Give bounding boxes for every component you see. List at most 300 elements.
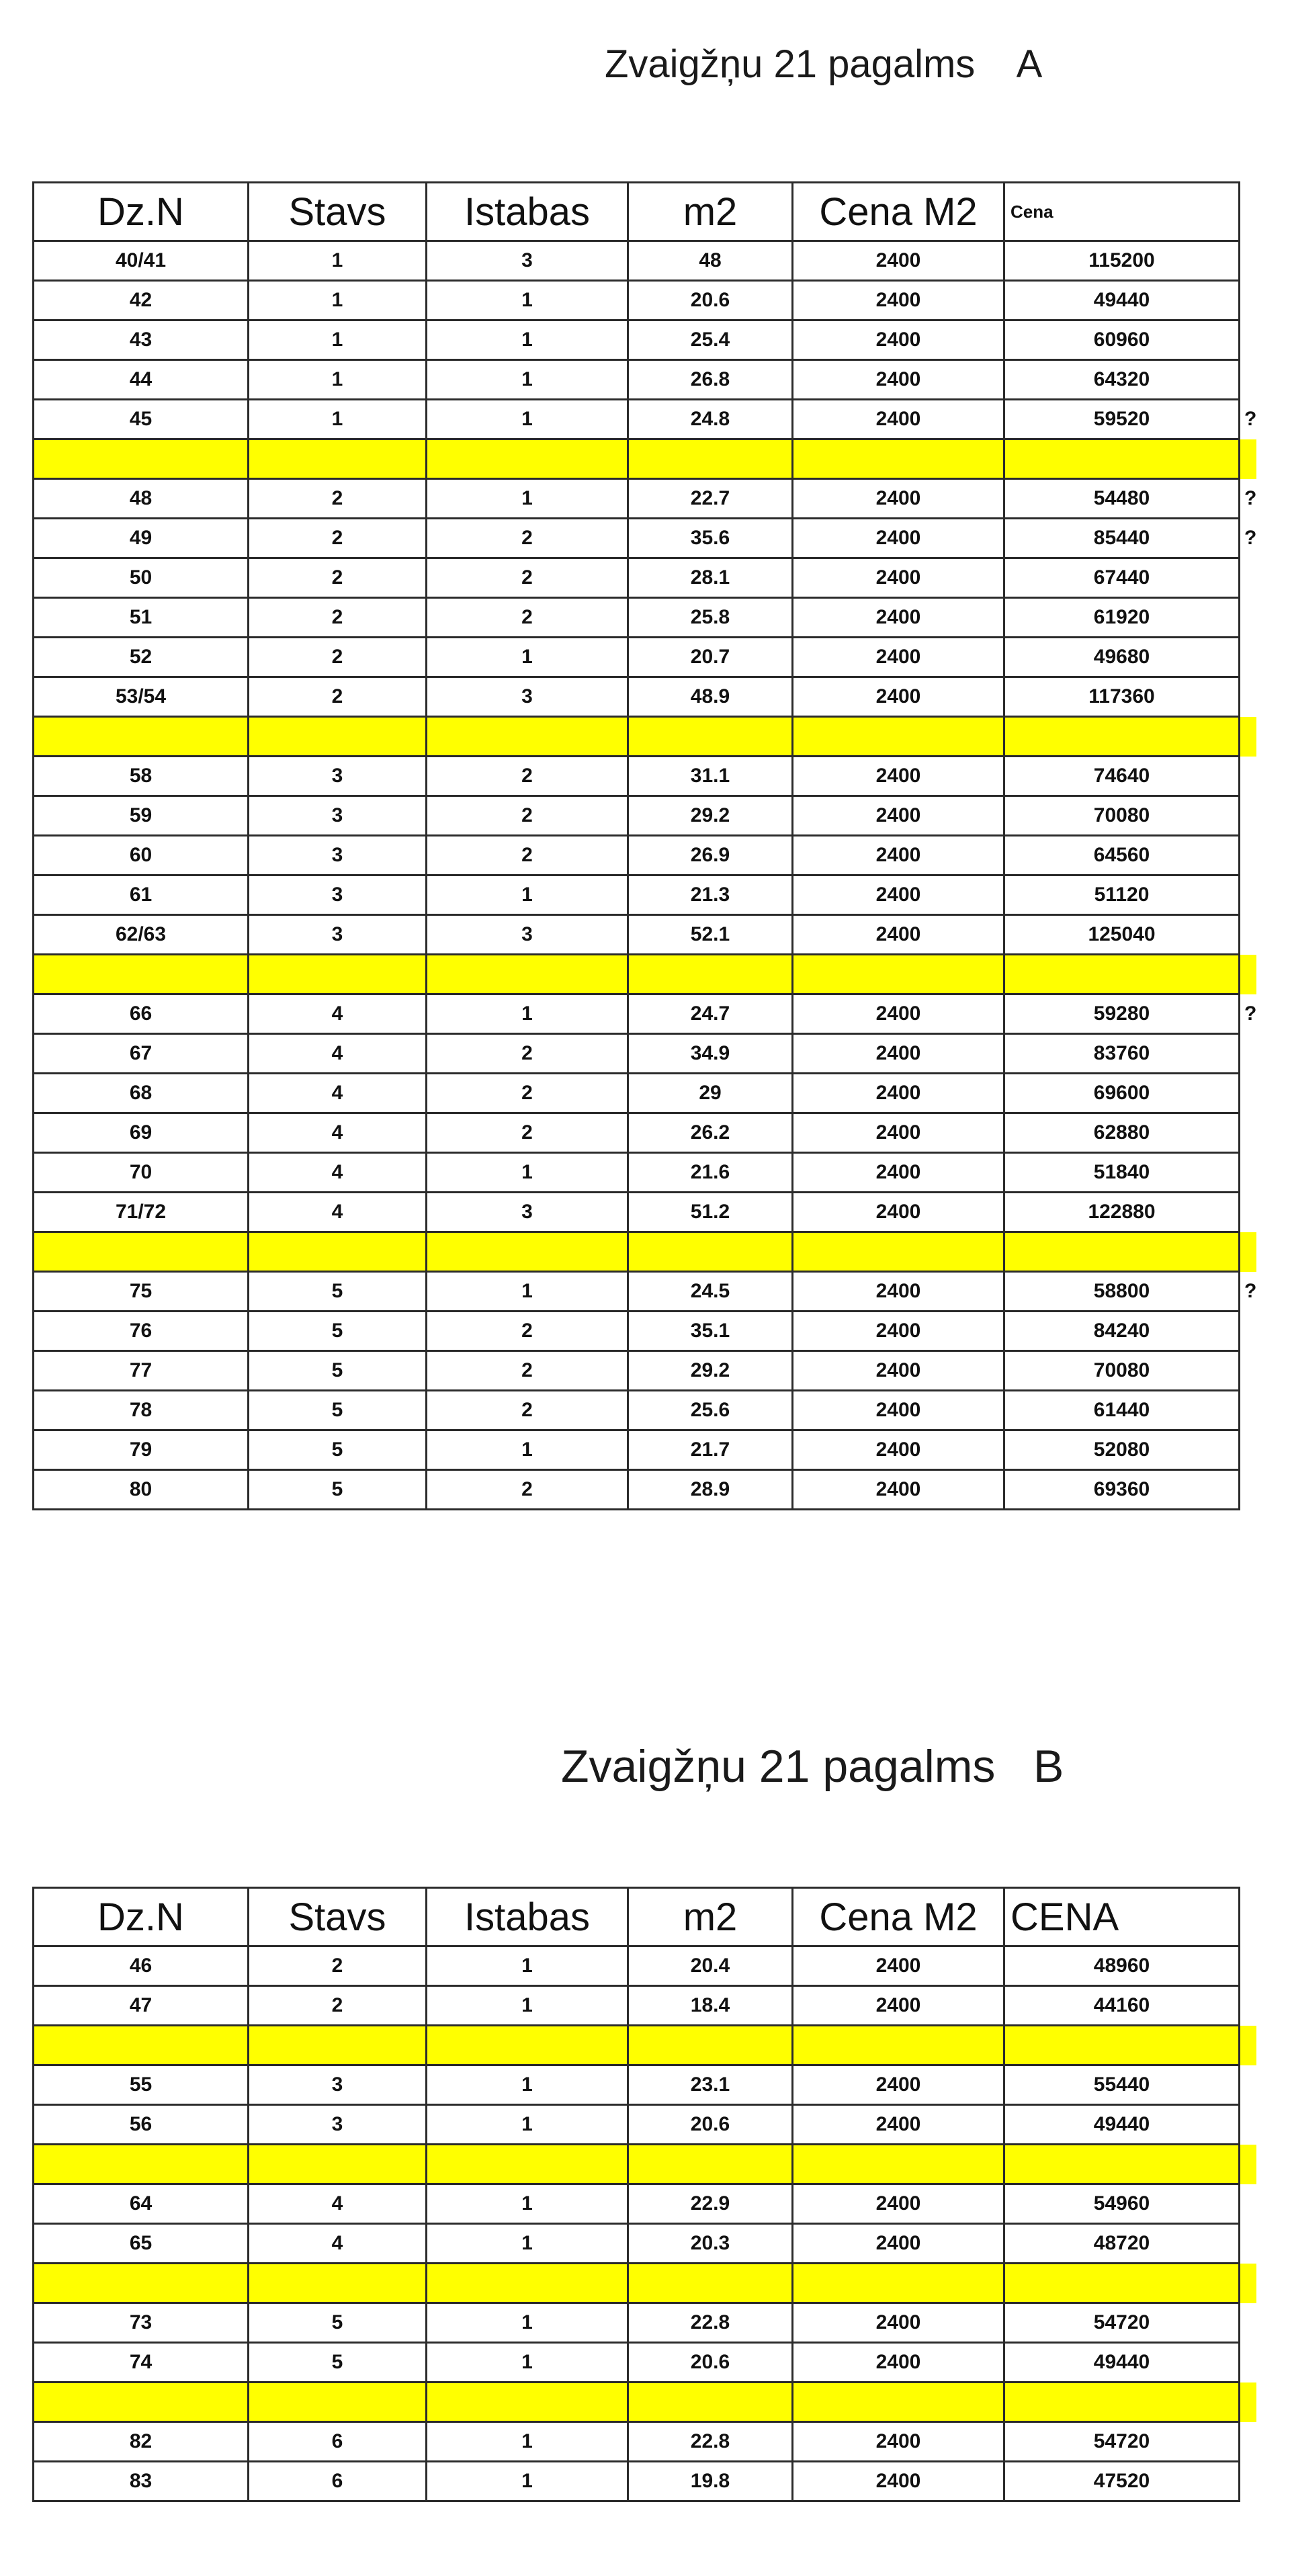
header-apartment-number: Dz.N xyxy=(34,1888,249,1946)
question-mark xyxy=(1240,598,1258,638)
cell-area: 20.3 xyxy=(628,2224,793,2264)
separator-cell xyxy=(427,2382,628,2422)
separator-cell xyxy=(1004,2382,1240,2422)
cell-area: 24.5 xyxy=(628,1272,793,1312)
cell-price-per-m2: 2400 xyxy=(793,241,1004,281)
question-mark xyxy=(1240,1113,1258,1153)
table-row xyxy=(34,598,1258,638)
cell-area: 23.1 xyxy=(628,2065,793,2105)
cell-area: 34.9 xyxy=(628,1034,793,1074)
header-spacer xyxy=(1240,1888,1258,1946)
cell-apartment-number: 61 xyxy=(34,875,249,915)
cell-rooms: 1 xyxy=(427,1153,628,1193)
cell-rooms: 1 xyxy=(427,638,628,677)
cell-total-price: 61920 xyxy=(1004,598,1240,638)
cell-price-per-m2: 2400 xyxy=(793,1470,1004,1510)
section-b-table xyxy=(32,1887,1258,2502)
cell-rooms: 1 xyxy=(427,2065,628,2105)
cell-apartment-number: 48 xyxy=(34,479,249,519)
cell-floor: 4 xyxy=(249,2184,427,2224)
separator-row xyxy=(34,1232,1258,1272)
question-mark xyxy=(1240,1391,1258,1430)
cell-rooms: 3 xyxy=(427,1193,628,1232)
cell-apartment-number: 43 xyxy=(34,320,249,360)
separator-cell xyxy=(427,2264,628,2303)
separator-cell xyxy=(249,955,427,994)
cell-floor: 3 xyxy=(249,836,427,875)
cell-apartment-number: 77 xyxy=(34,1351,249,1391)
question-mark xyxy=(1240,1153,1258,1193)
question-mark xyxy=(1240,2382,1258,2422)
cell-rooms: 2 xyxy=(427,1113,628,1153)
question-mark xyxy=(1240,638,1258,677)
cell-floor: 5 xyxy=(249,1430,427,1470)
separator-cell xyxy=(1004,955,1240,994)
separator-cell xyxy=(793,2026,1004,2065)
separator-cell xyxy=(793,439,1004,479)
cell-rooms: 3 xyxy=(427,241,628,281)
question-mark: ? xyxy=(1244,527,1257,549)
cell-area: 26.9 xyxy=(628,836,793,875)
question-mark xyxy=(1240,439,1258,479)
question-mark xyxy=(1240,1312,1258,1351)
cell-total-price: 64320 xyxy=(1004,360,1240,400)
header-row xyxy=(34,183,1258,241)
question-mark xyxy=(1240,677,1258,717)
separator-cell xyxy=(249,439,427,479)
cell-floor: 3 xyxy=(249,2105,427,2145)
cell-price-per-m2: 2400 xyxy=(793,1113,1004,1153)
cell-total-price: 47520 xyxy=(1004,2462,1240,2501)
separator-cell xyxy=(628,2026,793,2065)
cell-total-price: 58800 xyxy=(1004,1272,1240,1312)
cell-rooms: 1 xyxy=(427,281,628,320)
cell-area: 21.7 xyxy=(628,1430,793,1470)
cell-floor: 5 xyxy=(249,1470,427,1510)
cell-floor: 5 xyxy=(249,1391,427,1430)
cell-rooms: 2 xyxy=(427,757,628,796)
cell-total-price: 117360 xyxy=(1004,677,1240,717)
cell-apartment-number: 55 xyxy=(34,2065,249,2105)
cell-total-price: 48720 xyxy=(1004,2224,1240,2264)
header-rooms: Istabas xyxy=(427,1888,628,1946)
question-mark xyxy=(1240,1232,1258,1272)
cell-rooms: 2 xyxy=(427,796,628,836)
header-floor: Stavs xyxy=(249,183,427,241)
cell-rooms: 1 xyxy=(427,1946,628,1986)
cell-floor: 1 xyxy=(249,241,427,281)
cell-area: 20.6 xyxy=(628,281,793,320)
cell-area: 19.8 xyxy=(628,2462,793,2501)
separator-cell xyxy=(34,955,249,994)
cell-price-per-m2: 2400 xyxy=(793,994,1004,1034)
cell-area: 25.6 xyxy=(628,1391,793,1430)
cell-floor: 3 xyxy=(249,757,427,796)
separator-cell xyxy=(249,2026,427,2065)
cell-rooms: 1 xyxy=(427,400,628,439)
header-apartment-number: Dz.N xyxy=(34,183,249,241)
cell-price-per-m2: 2400 xyxy=(793,836,1004,875)
table-row xyxy=(34,1074,1258,1113)
table-row xyxy=(34,519,1258,558)
cell-apartment-number: 50 xyxy=(34,558,249,598)
table-row xyxy=(34,2184,1258,2224)
separator-cell xyxy=(34,439,249,479)
cell-total-price: 59280 xyxy=(1004,994,1240,1034)
cell-floor: 2 xyxy=(249,598,427,638)
cell-rooms: 2 xyxy=(427,558,628,598)
separator-cell xyxy=(628,717,793,757)
table-row xyxy=(34,1391,1258,1430)
cell-apartment-number: 67 xyxy=(34,1034,249,1074)
separator-cell xyxy=(427,717,628,757)
question-mark xyxy=(1240,2026,1258,2065)
cell-apartment-number: 78 xyxy=(34,1391,249,1430)
separator-cell xyxy=(427,439,628,479)
cell-rooms: 2 xyxy=(427,1074,628,1113)
question-mark xyxy=(1240,2105,1258,2145)
cell-rooms: 1 xyxy=(427,479,628,519)
question-mark xyxy=(1240,915,1258,955)
cell-area: 26.8 xyxy=(628,360,793,400)
cell-price-per-m2: 2400 xyxy=(793,1034,1004,1074)
question-mark xyxy=(1240,2224,1258,2264)
cell-total-price: 49440 xyxy=(1004,281,1240,320)
cell-floor: 6 xyxy=(249,2462,427,2501)
cell-area: 24.7 xyxy=(628,994,793,1034)
separator-cell xyxy=(793,955,1004,994)
table-row xyxy=(34,638,1258,677)
table-row xyxy=(34,2422,1258,2462)
cell-apartment-number: 42 xyxy=(34,281,249,320)
table-row xyxy=(34,994,1258,1034)
table-row xyxy=(34,2224,1258,2264)
cell-floor: 5 xyxy=(249,2303,427,2343)
question-mark xyxy=(1240,875,1258,915)
table-row xyxy=(34,1153,1258,1193)
header-total-price: Cena xyxy=(1004,183,1240,241)
cell-floor: 4 xyxy=(249,1034,427,1074)
table-row xyxy=(34,2303,1258,2343)
question-mark xyxy=(1240,2065,1258,2105)
separator-cell xyxy=(1004,1232,1240,1272)
question-mark xyxy=(1240,717,1258,757)
cell-rooms: 3 xyxy=(427,915,628,955)
cell-price-per-m2: 2400 xyxy=(793,796,1004,836)
cell-apartment-number: 56 xyxy=(34,2105,249,2145)
cell-price-per-m2: 2400 xyxy=(793,360,1004,400)
question-mark xyxy=(1240,2303,1258,2343)
question-mark xyxy=(1240,281,1258,320)
cell-area: 22.8 xyxy=(628,2422,793,2462)
cell-price-per-m2: 2400 xyxy=(793,757,1004,796)
question-mark xyxy=(1240,1986,1258,2026)
separator-cell xyxy=(427,2145,628,2184)
cell-total-price: 74640 xyxy=(1004,757,1240,796)
separator-cell xyxy=(628,2264,793,2303)
cell-area: 35.6 xyxy=(628,519,793,558)
separator-cell xyxy=(628,439,793,479)
table-row xyxy=(34,2343,1258,2382)
table-row xyxy=(34,360,1258,400)
question-mark xyxy=(1240,1430,1258,1470)
cell-total-price: 69600 xyxy=(1004,1074,1240,1113)
question-mark xyxy=(1240,955,1258,994)
cell-apartment-number: 71/72 xyxy=(34,1193,249,1232)
cell-price-per-m2: 2400 xyxy=(793,1074,1004,1113)
cell-floor: 3 xyxy=(249,875,427,915)
table-row xyxy=(34,1470,1258,1510)
cell-apartment-number: 40/41 xyxy=(34,241,249,281)
cell-total-price: 51120 xyxy=(1004,875,1240,915)
cell-rooms: 1 xyxy=(427,2303,628,2343)
cell-rooms: 1 xyxy=(427,2422,628,2462)
question-mark xyxy=(1240,1351,1258,1391)
cell-price-per-m2: 2400 xyxy=(793,1946,1004,1986)
cell-price-per-m2: 2400 xyxy=(793,2462,1004,2501)
table-row xyxy=(34,400,1258,439)
cell-total-price: 59520 xyxy=(1004,400,1240,439)
cell-apartment-number: 74 xyxy=(34,2343,249,2382)
table-row xyxy=(34,2105,1258,2145)
cell-price-per-m2: 2400 xyxy=(793,2303,1004,2343)
cell-area: 22.8 xyxy=(628,2303,793,2343)
cell-apartment-number: 80 xyxy=(34,1470,249,1510)
separator-cell xyxy=(628,1232,793,1272)
section-a-table xyxy=(32,181,1258,1510)
cell-floor: 2 xyxy=(249,677,427,717)
separator-cell xyxy=(793,1232,1004,1272)
question-mark xyxy=(1240,2145,1258,2184)
question-mark xyxy=(1240,1034,1258,1074)
cell-rooms: 2 xyxy=(427,836,628,875)
cell-floor: 2 xyxy=(249,519,427,558)
cell-floor: 4 xyxy=(249,1193,427,1232)
question-mark xyxy=(1240,1074,1258,1113)
question-mark xyxy=(1240,1470,1258,1510)
cell-rooms: 1 xyxy=(427,320,628,360)
question-mark: ? xyxy=(1244,408,1257,430)
cell-total-price: 125040 xyxy=(1004,915,1240,955)
question-mark xyxy=(1240,320,1258,360)
table-row xyxy=(34,1351,1258,1391)
cell-floor: 4 xyxy=(249,1074,427,1113)
separator-cell xyxy=(34,2026,249,2065)
cell-floor: 3 xyxy=(249,915,427,955)
table-row xyxy=(34,1193,1258,1232)
cell-area: 51.2 xyxy=(628,1193,793,1232)
header-floor: Stavs xyxy=(249,1888,427,1946)
question-mark xyxy=(1240,558,1258,598)
cell-price-per-m2: 2400 xyxy=(793,2224,1004,2264)
separator-cell xyxy=(427,2026,628,2065)
cell-apartment-number: 49 xyxy=(34,519,249,558)
cell-floor: 1 xyxy=(249,360,427,400)
table-row xyxy=(34,1312,1258,1351)
cell-total-price: 70080 xyxy=(1004,796,1240,836)
section-a-title: Zvaigžņu 21 pagalms A xyxy=(605,42,1043,86)
cell-total-price: 55440 xyxy=(1004,2065,1240,2105)
cell-floor: 3 xyxy=(249,796,427,836)
cell-floor: 1 xyxy=(249,400,427,439)
header-price-per-m2: Cena M2 xyxy=(793,1888,1004,1946)
question-mark: ? xyxy=(1244,1280,1257,1302)
cell-apartment-number: 46 xyxy=(34,1946,249,1986)
cell-price-per-m2: 2400 xyxy=(793,875,1004,915)
separator-cell xyxy=(1004,2264,1240,2303)
cell-price-per-m2: 2400 xyxy=(793,1391,1004,1430)
question-mark xyxy=(1240,2264,1258,2303)
question-mark xyxy=(1240,2184,1258,2224)
separator-cell xyxy=(34,1232,249,1272)
cell-area: 18.4 xyxy=(628,1986,793,2026)
cell-apartment-number: 79 xyxy=(34,1430,249,1470)
cell-apartment-number: 75 xyxy=(34,1272,249,1312)
separator-cell xyxy=(34,717,249,757)
cell-apartment-number: 82 xyxy=(34,2422,249,2462)
separator-cell xyxy=(249,2264,427,2303)
cell-total-price: 69360 xyxy=(1004,1470,1240,1510)
table-row xyxy=(34,1946,1258,1986)
cell-rooms: 1 xyxy=(427,1430,628,1470)
separator-cell xyxy=(628,955,793,994)
cell-floor: 4 xyxy=(249,2224,427,2264)
question-mark xyxy=(1240,1193,1258,1232)
cell-floor: 5 xyxy=(249,1351,427,1391)
header-rooms: Istabas xyxy=(427,183,628,241)
cell-area: 25.8 xyxy=(628,598,793,638)
question-mark xyxy=(1240,2422,1258,2462)
cell-apartment-number: 53/54 xyxy=(34,677,249,717)
cell-total-price: 49440 xyxy=(1004,2105,1240,2145)
cell-price-per-m2: 2400 xyxy=(793,2065,1004,2105)
cell-total-price: 64560 xyxy=(1004,836,1240,875)
cell-apartment-number: 51 xyxy=(34,598,249,638)
cell-apartment-number: 52 xyxy=(34,638,249,677)
cell-total-price: 54720 xyxy=(1004,2422,1240,2462)
cell-area: 29.2 xyxy=(628,796,793,836)
cell-price-per-m2: 2400 xyxy=(793,2184,1004,2224)
cell-price-per-m2: 2400 xyxy=(793,1430,1004,1470)
cell-apartment-number: 68 xyxy=(34,1074,249,1113)
cell-price-per-m2: 2400 xyxy=(793,1312,1004,1351)
separator-cell xyxy=(793,717,1004,757)
table-row xyxy=(34,875,1258,915)
cell-area: 20.6 xyxy=(628,2105,793,2145)
table-row xyxy=(34,1430,1258,1470)
cell-total-price: 122880 xyxy=(1004,1193,1240,1232)
cell-area: 48.9 xyxy=(628,677,793,717)
cell-rooms: 1 xyxy=(427,2184,628,2224)
cell-area: 31.1 xyxy=(628,757,793,796)
cell-rooms: 3 xyxy=(427,677,628,717)
separator-cell xyxy=(793,2264,1004,2303)
cell-total-price: 49680 xyxy=(1004,638,1240,677)
separator-cell xyxy=(249,1232,427,1272)
cell-total-price: 51840 xyxy=(1004,1153,1240,1193)
table-row xyxy=(34,757,1258,796)
cell-floor: 2 xyxy=(249,558,427,598)
cell-price-per-m2: 2400 xyxy=(793,1193,1004,1232)
cell-apartment-number: 44 xyxy=(34,360,249,400)
cell-floor: 5 xyxy=(249,1312,427,1351)
cell-total-price: 67440 xyxy=(1004,558,1240,598)
table-row xyxy=(34,1986,1258,2026)
cell-total-price: 44160 xyxy=(1004,1986,1240,2026)
table-row xyxy=(34,1034,1258,1074)
cell-floor: 1 xyxy=(249,320,427,360)
cell-area: 22.9 xyxy=(628,2184,793,2224)
section-b-title: Zvaigžņu 21 pagalms B xyxy=(561,1741,1064,1792)
cell-area: 28.1 xyxy=(628,558,793,598)
cell-area: 29 xyxy=(628,1074,793,1113)
cell-floor: 2 xyxy=(249,479,427,519)
cell-rooms: 2 xyxy=(427,1391,628,1430)
cell-apartment-number: 45 xyxy=(34,400,249,439)
cell-apartment-number: 66 xyxy=(34,994,249,1034)
cell-floor: 4 xyxy=(249,994,427,1034)
cell-rooms: 1 xyxy=(427,1272,628,1312)
cell-rooms: 1 xyxy=(427,875,628,915)
separator-cell xyxy=(793,2382,1004,2422)
cell-rooms: 1 xyxy=(427,994,628,1034)
cell-total-price: 60960 xyxy=(1004,320,1240,360)
cell-floor: 1 xyxy=(249,281,427,320)
cell-apartment-number: 60 xyxy=(34,836,249,875)
separator-cell xyxy=(34,2264,249,2303)
cell-area: 20.6 xyxy=(628,2343,793,2382)
cell-area: 52.1 xyxy=(628,915,793,955)
table-row xyxy=(34,281,1258,320)
cell-area: 25.4 xyxy=(628,320,793,360)
cell-apartment-number: 62/63 xyxy=(34,915,249,955)
table-row xyxy=(34,796,1258,836)
cell-apartment-number: 59 xyxy=(34,796,249,836)
separator-cell xyxy=(249,717,427,757)
cell-area: 24.8 xyxy=(628,400,793,439)
cell-price-per-m2: 2400 xyxy=(793,915,1004,955)
question-mark xyxy=(1240,836,1258,875)
table-row xyxy=(34,320,1258,360)
cell-area: 35.1 xyxy=(628,1312,793,1351)
separator-cell xyxy=(1004,2026,1240,2065)
separator-row xyxy=(34,2026,1258,2065)
separator-cell xyxy=(1004,717,1240,757)
cell-floor: 5 xyxy=(249,2343,427,2382)
cell-total-price: 85440 xyxy=(1004,519,1240,558)
cell-total-price: 52080 xyxy=(1004,1430,1240,1470)
separator-cell xyxy=(1004,2145,1240,2184)
cell-price-per-m2: 2400 xyxy=(793,2105,1004,2145)
cell-area: 29.2 xyxy=(628,1351,793,1391)
cell-total-price: 115200 xyxy=(1004,241,1240,281)
question-mark xyxy=(1240,757,1258,796)
cell-price-per-m2: 2400 xyxy=(793,638,1004,677)
cell-floor: 2 xyxy=(249,638,427,677)
cell-rooms: 1 xyxy=(427,2224,628,2264)
cell-apartment-number: 64 xyxy=(34,2184,249,2224)
cell-price-per-m2: 2400 xyxy=(793,1351,1004,1391)
table-row xyxy=(34,479,1258,519)
cell-total-price: 61440 xyxy=(1004,1391,1240,1430)
header-spacer xyxy=(1240,183,1258,241)
cell-floor: 2 xyxy=(249,1946,427,1986)
cell-area: 20.7 xyxy=(628,638,793,677)
separator-row xyxy=(34,2382,1258,2422)
cell-area: 21.3 xyxy=(628,875,793,915)
header-area: m2 xyxy=(628,183,793,241)
cell-floor: 2 xyxy=(249,1986,427,2026)
